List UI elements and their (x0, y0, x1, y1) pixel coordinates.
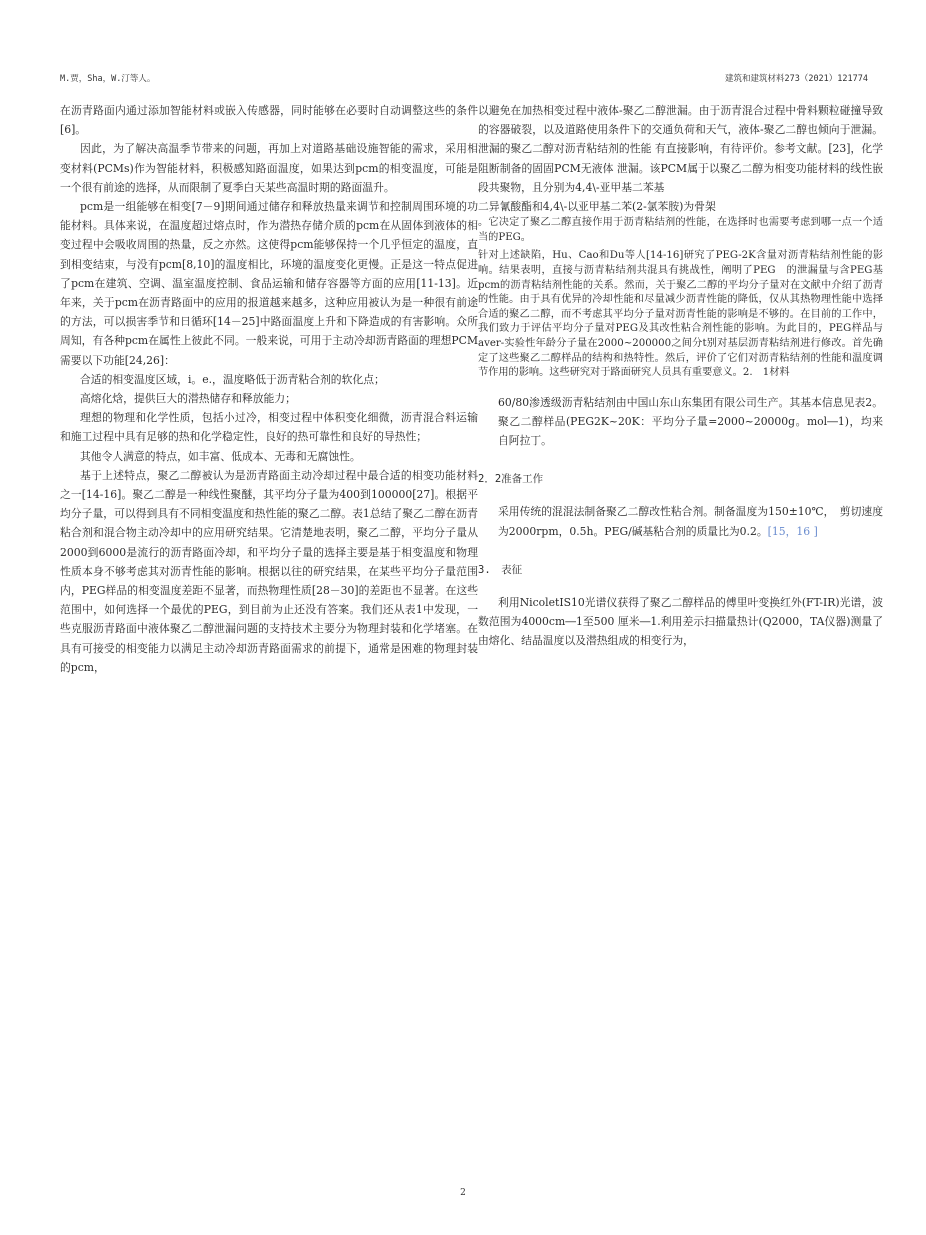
list-item: 合适的相变温度区域，i。e.，温度略低于沥青粘合剂的软化点； (80, 372, 385, 386)
paragraph-text: 采用传统的混混法制备聚乙二醇改性粘合剂。制备温度为150±10℃， 剪切速度为2000rpm，0.5h。PEG/碱基粘合剂的质量比为0.2。 (498, 505, 883, 538)
paragraph: pcm是一组能够在相变[7－9]期间通过储存和释放热量来调节和控制周围环境的功能材料。具体来说，在温度超过熔点时，作为潜热存储介质的pcm在从固体到液体的相变过程中会吸收周围的热量，反之亦然。这使得pcm能够保持一个几乎恒定的温度，直到相变结束，与没有pcm[8,10]的温度相比，环境的温度变化更慢。正是这一特点促进了pcm在建筑、空调、温室温度控制、食品运输和储存容器等方面的应用[11-13]。近年来，关于pcm在沥青路面中的应用的报道越来越多，这种应用被认为是一种很有前途的方法，可以损害季节和日循环[14－25]中路面温度上升和下降造成的有害影响。众所周知，有各种pcm在属性上彼此不同。一般来说，可用于主动冷却沥青路面的理想PCM需要以下功能[24,26]： (60, 200, 478, 367)
paragraph: 60/80渗透级沥青粘结剂由中国山东山东集团有限公司生产。其基本信息见表2。聚乙二醇样品(PEG2K~20K：平均分子量=2000~20000g。mol―1)，均来自阿拉丁。 (498, 395, 883, 448)
paragraph: 二异氰酸酯和4,4\-以亚甲基二苯(2-氯苯胺)为骨架 (478, 200, 716, 214)
paragraph: 在沥青路面内通过添加智能材料或嵌入传感器，同时能够在必要时自动调整这些的条件[6]。 (60, 104, 478, 137)
right-column (478, 101, 883, 650)
paragraph: 基于上述特点，聚乙二醇被认为是沥青路面主动冷却过程中最合适的相变功能材料之一[14-16]。聚乙二醇是一种线性聚醚，其平均分子量为400到100000[27]。根据平均分子量，可以得到具有不同相变温度和热性能的聚乙二醇。表1总结了聚乙二醇在沥青粘合剂和混合物主动冷却中的应用研究结果。它清楚地表明，聚乙二醇，平均分子量从2000到6000是流行的沥青路面冷却，和平均分子量的选择主要是基于相变温度和物理性质本身不够考虑其对沥青性能的影响。根据以往的研究结果，在某些平均分子量范围内，PEG样品的相变温度差距不显著，而热物理性质[28－30]的差距也不显著。在这些范围中，如何选择一个最优的PEG，到目前为止还没有答案。我们还从表1中发现，一些克服沥青路面中液体聚乙二醇泄漏问题的支持技术主要分为物理封装和化学堵塞。在具有可接受的相变能力以满足主动冷却沥青路面需求的前提下，通常是困难的物理封装的pcm， (60, 468, 478, 674)
paragraph: 。它决定了聚乙二醇直接作用于沥青粘结剂的性能，在选择时也需要考虑到哪一点一个适当的PEG。 (478, 217, 883, 243)
paragraph: 针对上述缺陷，Hu、Cao和Du等人[14-16]研究了PEG-2K含量对沥青粘结剂性能的影响。结果表明，直接与沥青粘结剂共混具有挑战性，阐明了PEG 的泄漏量与含PEG基pcm的沥青粘结剂性能的关系。然而，关于聚乙二醇的平均分子量对在文献中介绍了沥青的性能。由于具有优异的冷却性能和尽量减少沥青性能的降低，仅从其热物理性能中选择合适的聚乙二醇，而不考虑其平均分子量对沥青性能的影响是不够的。在目前的工作中，我们致力于评估平均分子量对PEG及其改性粘合剂性能的影响。为此目的，PEG样品与aver-实验性年龄分子量在2000~200000之间分t别对基层沥青粘结剂进行修改。首先确定了这些聚乙二醇样品的结构和热特性。然后，评价了它们对沥青粘结剂的性能和温度调节作用的影响。这些研究对于路面研究人员具有重要意义。2. 1材料 (478, 250, 883, 379)
citation-link[interactable]: [15，16 ] (767, 524, 818, 538)
running-header-journal: 建筑和建筑材料273（2021）121774 (724, 74, 868, 84)
list-item: 其他令人满意的特点，如丰富、低成本、无毒和无腐蚀性。 (80, 449, 361, 463)
paragraph (478, 502, 883, 540)
paragraph: 因此，为了解决高温季节带来的问题，再加上对道路基础设施智能的需求，采用相变材料(PCMs)作为智能材料，积极感知路面温度，如果达到pcm的相变温度，可能是一个很有前途的选择，从而限制了夏季白天某些高温时期的路面温升。 (60, 142, 478, 194)
list-item: 理想的物理和化学性质，包括小过冷，相变过程中体积变化细微，沥青混合料运输和施工过程中具有足够的热和化学稳定性，良好的热可靠性和良好的导热性； (60, 411, 478, 444)
left-column (60, 101, 478, 677)
list-item: 高熔化焓，提供巨大的潜热储存和释放能力； (80, 392, 296, 406)
paragraph: 以避免在加热相变过程中液体-聚乙二醇泄漏。由于沥青混合过程中骨料颗粒碰撞导致的容器破裂，以及道路使用条件下的交通负荷和天气，液体-聚乙二醇也倾向于泄漏。泄漏的聚乙二醇对沥青粘结剂的性能 有直接影响，有待评价。参考文献。[23]，化学阻断制备的固固PCM无液体 泄漏。该PCM属于以聚乙二醇为相变功能材料的线性嵌段共聚物，且分别为4,4\-亚甲基二苯基 (478, 104, 883, 194)
section-heading: 2．2准备工作 (478, 473, 544, 486)
running-header-authors: M.贾，Sha，W.汀等人。 (60, 74, 156, 84)
page-number: 2 (460, 1188, 466, 1198)
paragraph: 利用NicoletIS10光谱仪获得了聚乙二醇样品的傅里叶变换红外(FT-IR)光谱，波数范围为4000cm―1至500 厘米―1.利用差示扫描量热计(Q2000，TA仪器)测量了由熔化、结晶温度以及潜热组成的相变行为， (478, 595, 883, 648)
section-heading: 3. 表征 (478, 563, 523, 576)
